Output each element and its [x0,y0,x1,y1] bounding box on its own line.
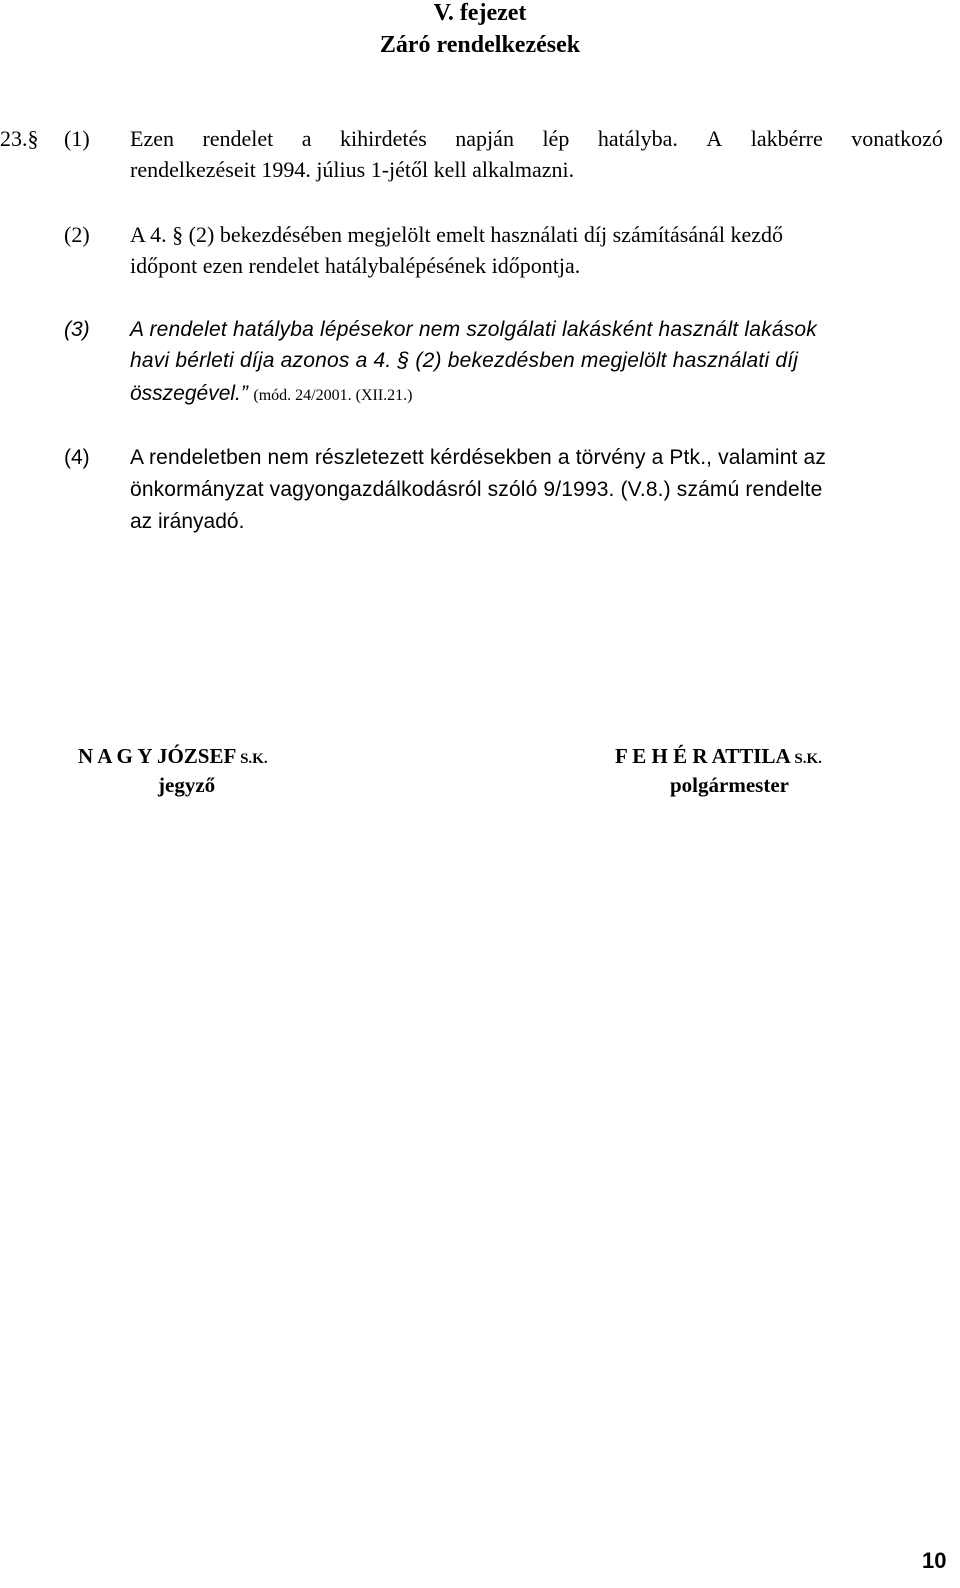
word: a [301,126,312,151]
word: rendelet [202,126,274,151]
paragraph-number-4: (4) [64,446,90,469]
paragraph-4-line-2: önkormányzat vagyongazdálkodásról szóló 9/1993. (V.8.) számú rendelte [130,478,823,501]
left-signature-name [78,744,268,769]
paragraph-number-2: (2) [64,222,90,247]
chapter-title: Záró rendelkezések [379,32,581,58]
paragraph-3-line-3 [130,380,412,406]
page-number: 10 [922,1548,947,1573]
paragraph-2-line-2: időpont ezen rendelet hatálybalépésének időpontja. [130,253,581,278]
section-number-text: 23. [0,126,28,151]
paragraph-number-3: (3) [64,318,90,341]
paragraph-2-line-1: A 4. § (2) bekezdésében megjelölt emelt használati díj számításánál kezdő [130,222,784,247]
paragraph-4-line-3: az irányadó. [130,510,245,533]
amendment-note: (mód. 24/2001. (XII.21.) [253,387,413,404]
word: kihirdetés [340,126,427,151]
word: lép [542,126,570,151]
paragraph-1-line-1 [130,126,943,152]
word: hatályba. [597,126,678,151]
section-number [0,126,39,152]
word: vonatkozó [851,126,943,151]
paragraph-3-line-1: A rendelet hatályba lépésekor nem szolgálati lakásként használt lakások [130,318,817,341]
paragraph-3-end: összegével.” [130,382,248,405]
paragraph-number-1: (1) [64,126,90,151]
left-signature-suffix: S.K. [236,751,268,767]
chapter-heading: V. fejezet [433,0,527,26]
right-signature-name-main: F E H É R ATTILA [615,744,791,768]
left-signature-name-main: N A G Y JÓZSEF [78,744,237,768]
section-sign: § [27,126,39,151]
word: A [706,126,723,151]
right-signature-suffix: S.K. [790,751,822,767]
left-signature-role: jegyző [158,773,216,797]
word: lakbérre [750,126,823,151]
paragraph-1-line-2: rendelkezéseit 1994. július 1-jétől kell alkalmazni. [130,157,575,182]
word: napján [455,126,514,151]
paragraph-3-line-2: havi bérleti díja azonos a 4. § (2) bekezdésben megjelölt használati díj [130,349,799,372]
paragraph-4-line-1: A rendeletben nem részletezett kérdésekben a törvény a Ptk., valamint az [130,446,827,469]
word: Ezen [130,126,174,151]
right-signature-name [615,744,822,769]
right-signature-role: polgármester [670,773,789,797]
